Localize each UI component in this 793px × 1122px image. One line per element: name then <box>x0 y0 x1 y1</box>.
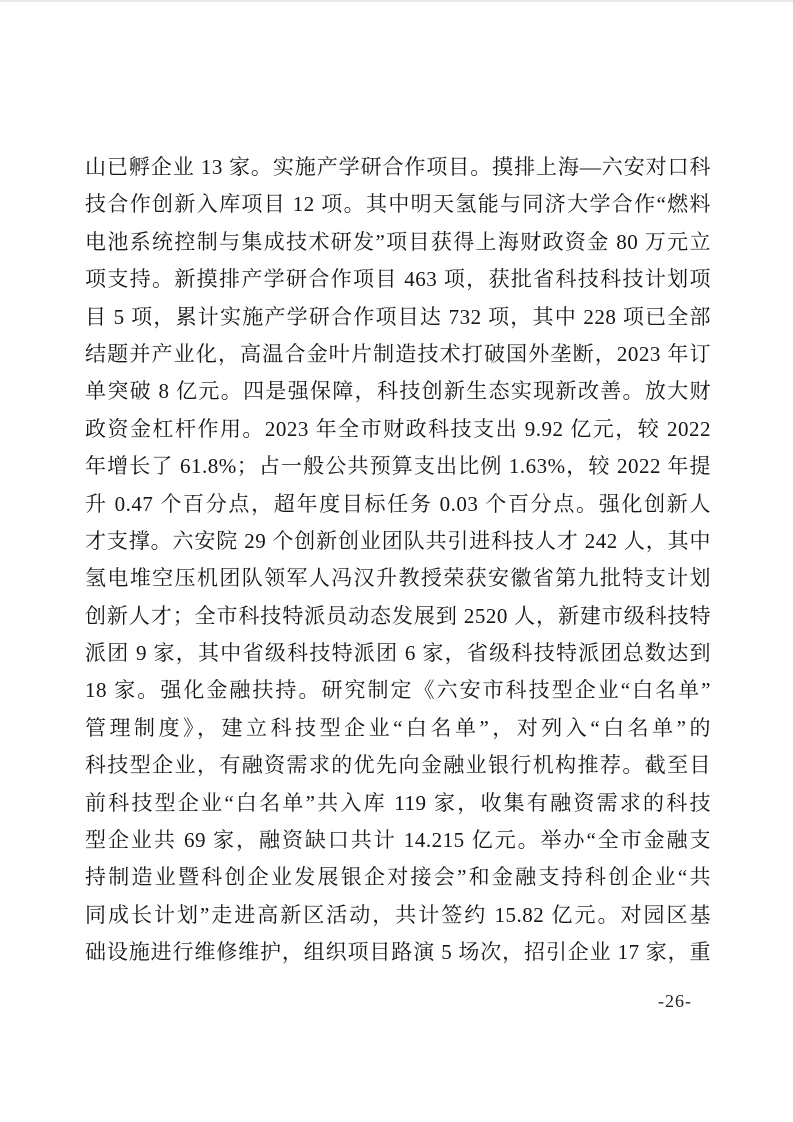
text-line: 持制造业暨科创企业发展银企对接会”和金融支持科创企业“共 <box>85 865 711 890</box>
text-line: 才支撑。六安院 29 个创新创业团队共引进科技人才 242 人，其中 <box>85 528 711 553</box>
text-line: 前科技型企业“白名单”共入库 119 家，收集有融资需求的科技 <box>85 790 711 815</box>
text-line: 管理制度》，建立科技型企业“白名单”，对列入“白名单”的 <box>85 715 711 740</box>
text-line: 结题并产业化，高温合金叶片制造技术打破国外垄断，2023 年订 <box>85 341 711 366</box>
text-line: 年增长了 61.8%；占一般公共预算支出比例 1.63%，较 2022 年提 <box>85 454 711 479</box>
scan-edge-line <box>0 0 793 2</box>
text-line: 18 家。强化金融扶持。研究制定《六安市科技型企业“白名单” <box>85 678 711 703</box>
page-number: -26- <box>658 991 692 1011</box>
text-line: 电池系统控制与集成技术研发”项目获得上海财政资金 80 万元立 <box>85 229 711 254</box>
text-line: 创新人才；全市科技特派员动态发展到 2520 人，新建市级科技特 <box>85 603 711 628</box>
text-line: 同成长计划”走进高新区活动，共计签约 15.82 亿元。对园区基 <box>85 902 711 927</box>
text-line: 单突破 8 亿元。四是强保障，科技创新生态实现新改善。放大财 <box>85 379 711 404</box>
text-line: 项支持。新摸排产学研合作项目 463 项，获批省科技科技计划项 <box>85 267 711 292</box>
text-line: 氢电堆空压机团队领军人冯汉升教授荣获安徽省第九批特支计划 <box>85 566 711 591</box>
text-line: 派团 9 家，其中省级科技特派团 6 家，省级科技特派团总数达到 <box>85 641 711 666</box>
text-line: 型企业共 69 家，融资缺口共计 14.215 亿元。举办“全市金融支 <box>85 828 711 853</box>
text-line: 政资金杠杆作用。2023 年全市财政科技支出 9.92 亿元，较 2022 <box>85 416 711 441</box>
text-line: 础设施进行维修维护，组织项目路演 5 场次，招引企业 17 家，重 <box>85 940 711 965</box>
text-line: 升 0.47 个百分点，超年度目标任务 0.03 个百分点。强化创新人 <box>85 491 711 516</box>
text-line: 目 5 项，累计实施产学研合作项目达 732 项，其中 228 项已全部 <box>85 304 711 329</box>
text-line: 科技型企业，有融资需求的优先向金融业银行机构推荐。截至目 <box>85 753 711 778</box>
text-line: 山已孵企业 13 家。实施产学研合作项目。摸排上海—六安对口科 <box>85 155 711 179</box>
text-line: 技合作创新入库项目 12 项。其中明天氢能与同济大学合作“燃料 <box>85 192 711 217</box>
document-body-text <box>85 149 711 972</box>
